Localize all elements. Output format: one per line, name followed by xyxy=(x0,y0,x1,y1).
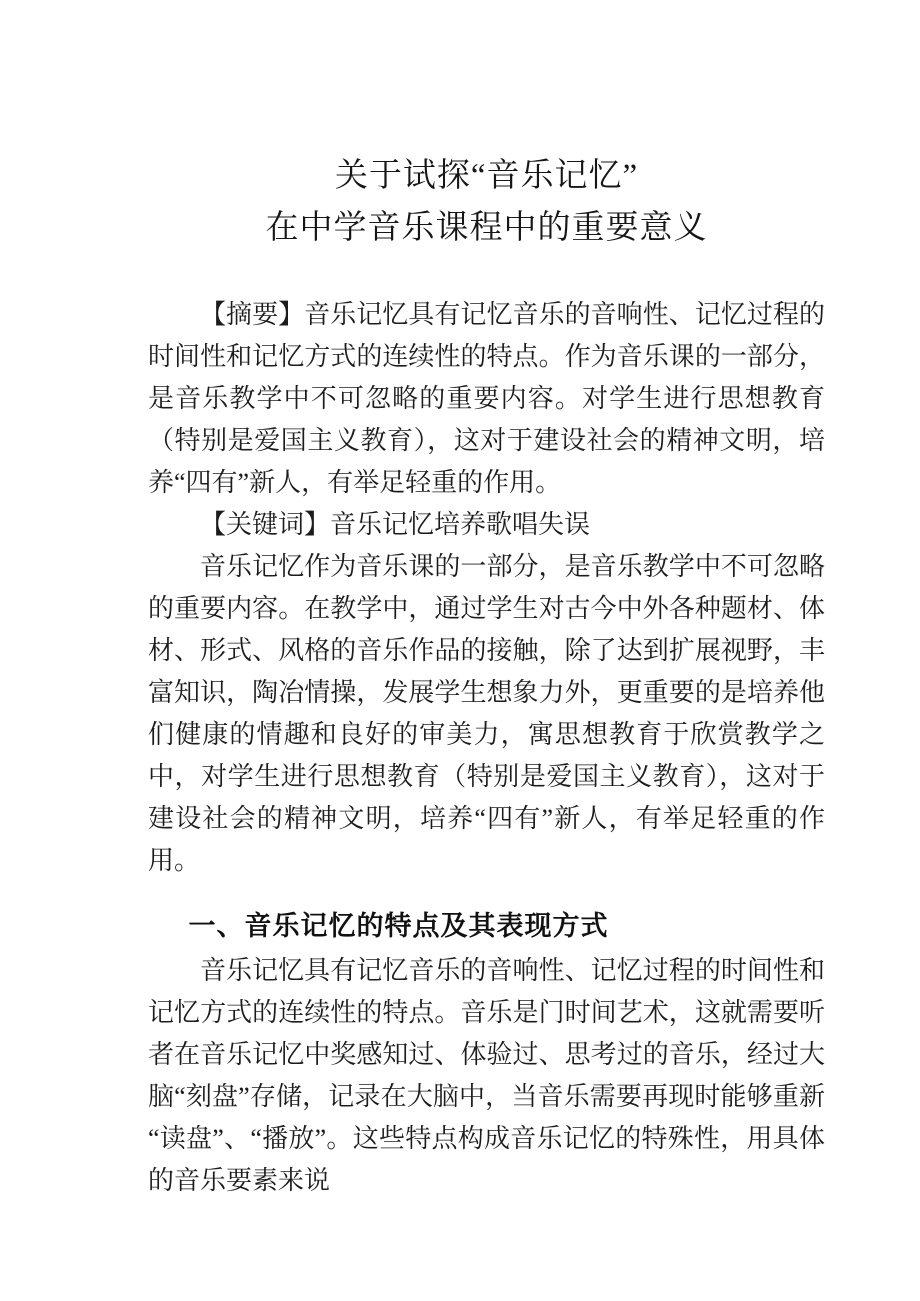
abstract-paragraph: 【摘要】音乐记忆具有记忆音乐的音响性、记忆过程的时间性和记忆方式的连续性的特点。作为音乐课的一部分，是音乐教学中不可忽略的重要内容。对学生进行思想教育（特别是爱国主义教育），这对于建设社会的精神文明，培养“四有”新人，有举足轻重的作用。 xyxy=(148,300,825,497)
section-1-paragraph: 音乐记忆具有记忆音乐的音响性、记忆过程的时间性和记忆方式的连续性的特点。音乐是门时间艺术，这就需要听者在音乐记忆中奖感知过、体验过、思考过的音乐，经过大脑“刻盘”存储，记录在大脑中，当音乐需要再现时能够重新“读盘”、“播放”。这些特点构成音乐记忆的特殊性，用具体的音乐要素来说 xyxy=(148,956,825,1195)
section-1-heading: 一、音乐记忆的特点及其表现方式 xyxy=(188,911,609,941)
intro-paragraph: 音乐记忆作为音乐课的一部分，是音乐教学中不可忽略的重要内容。在教学中，通过学生对古今中外各种题材、体材、形式、风格的音乐作品的接触，除了达到扩展视野，丰富知识，陶冶情操，发展学生想象力外，更重要的是培养他们健康的情趣和良好的审美力，寓思想教育于欣赏教学之中，对学生进行思想教育（特别是爱国主义教育），这对于建设社会的精神文明，培养“四有”新人，有举足轻重的作用。 xyxy=(148,552,825,875)
document-title-line-1: 关于试探“音乐记忆” xyxy=(334,158,639,194)
keywords-line: 【关键词】音乐记忆培养歌唱失误 xyxy=(200,510,591,539)
document-title xyxy=(148,150,825,254)
document-title-line-2: 在中学音乐课程中的重要意义 xyxy=(265,210,708,246)
document-content xyxy=(148,150,825,1202)
